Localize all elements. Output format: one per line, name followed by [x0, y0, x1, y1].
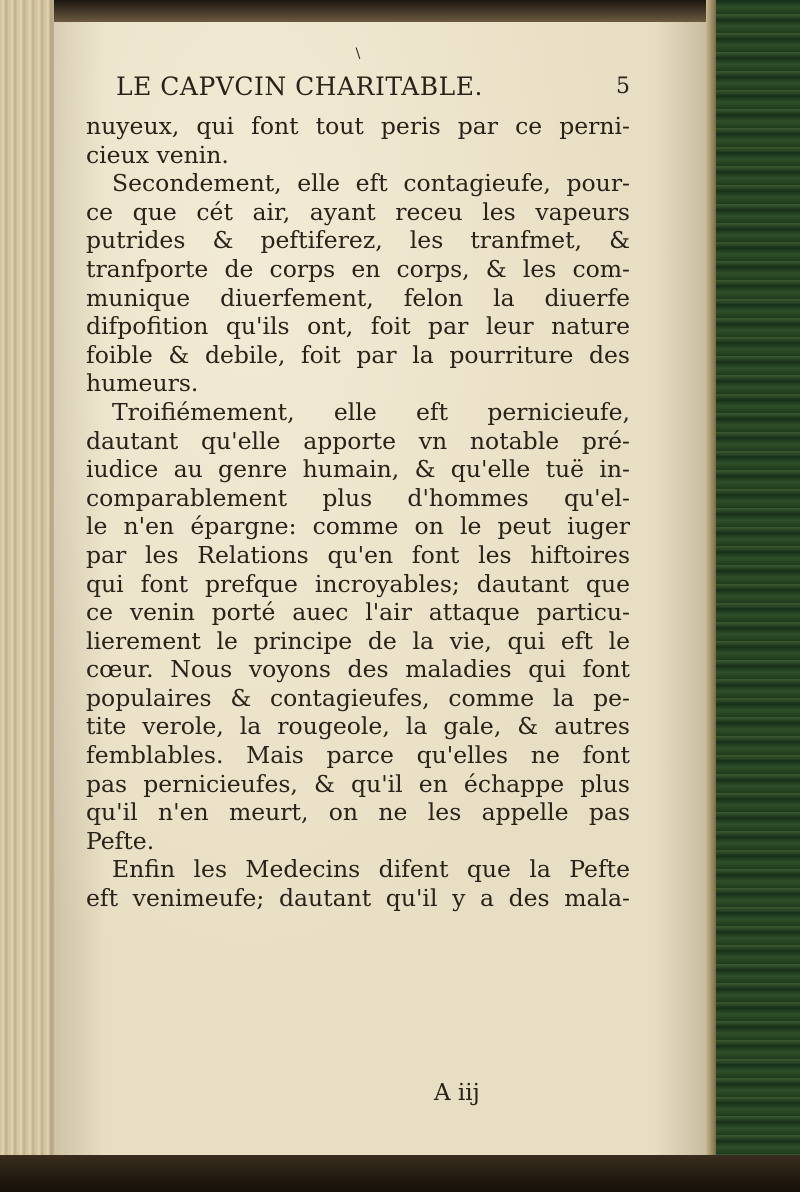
text-line: foible & debile, foit par la pourriture des [86, 340, 630, 369]
page-footer [86, 1080, 630, 1110]
signature-mark: A iij [434, 1080, 480, 1106]
header-title: LE CAPVCIN CHARITABLE. [116, 72, 483, 101]
text-line: Troifiémement, elle eft pernicieufe, [112, 397, 630, 426]
text-line: tite verole, la rougeole, la gale, & autres [86, 712, 630, 741]
text-line: putrides & peftiferez, les tranfmet, & [86, 226, 630, 255]
text-line: femblables. Mais parce qu'elles ne font [86, 741, 630, 770]
text-line: Enfin les Medecins difent que la Pefte [112, 855, 630, 884]
text-line: qui font prefque incroyables; dautant que [86, 569, 630, 598]
text-line: eft venimeufe; dautant qu'il y a des mala- [86, 884, 630, 913]
running-head [86, 72, 630, 112]
text-line: tranfporte de corps en corps, & les com- [86, 254, 630, 283]
text-line: difpofition qu'ils ont, foit par leur nature [86, 312, 630, 341]
book-bottom-edge [0, 1155, 800, 1192]
book-left-page-edges [0, 0, 62, 1192]
text-line: cœur. Nous voyons des maladies qui font [86, 655, 630, 684]
text-line: pas pernicieufes, & qu'il en échappe plus [86, 769, 630, 798]
text-line: Pefte. [86, 826, 155, 855]
text-line: cieux venin. [86, 140, 229, 169]
printer-mark: \ [355, 46, 361, 62]
text-line: Secondement, elle eft contagieufe, pour- [112, 169, 630, 198]
text-line: comparablement plus d'hommes qu'el- [86, 483, 630, 512]
book-cover-edge [706, 0, 800, 1192]
text-line: humeurs. [86, 369, 199, 398]
book-top-edge [54, 0, 706, 22]
body-text [86, 112, 630, 913]
text-line: qu'il n'en meurt, on ne les appelle pas [86, 798, 630, 827]
page-number: 5 [616, 74, 630, 99]
text-line: par les Relations qu'en font les hiftoires [86, 540, 630, 569]
text-line: le n'en épargne: comme on le peut iuger [86, 512, 630, 541]
text-line: ce que cét air, ayant receu les vapeurs [86, 197, 630, 226]
text-line: munique diuerfement, felon la diuerfe [86, 283, 630, 312]
text-line: populaires & contagieufes, comme la pe- [86, 683, 630, 712]
text-line: dautant qu'elle apporte vn notable pré- [86, 426, 630, 455]
text-line: iudice au genre humain, & qu'elle tuë in- [86, 455, 630, 484]
text-line: lierement le principe de la vie, qui eft le [86, 626, 630, 655]
text-line: nuyeux, qui font tout peris par ce perni- [86, 112, 630, 140]
text-line: ce venin porté auec l'air attaque particu- [86, 598, 630, 627]
page-text [86, 48, 630, 913]
